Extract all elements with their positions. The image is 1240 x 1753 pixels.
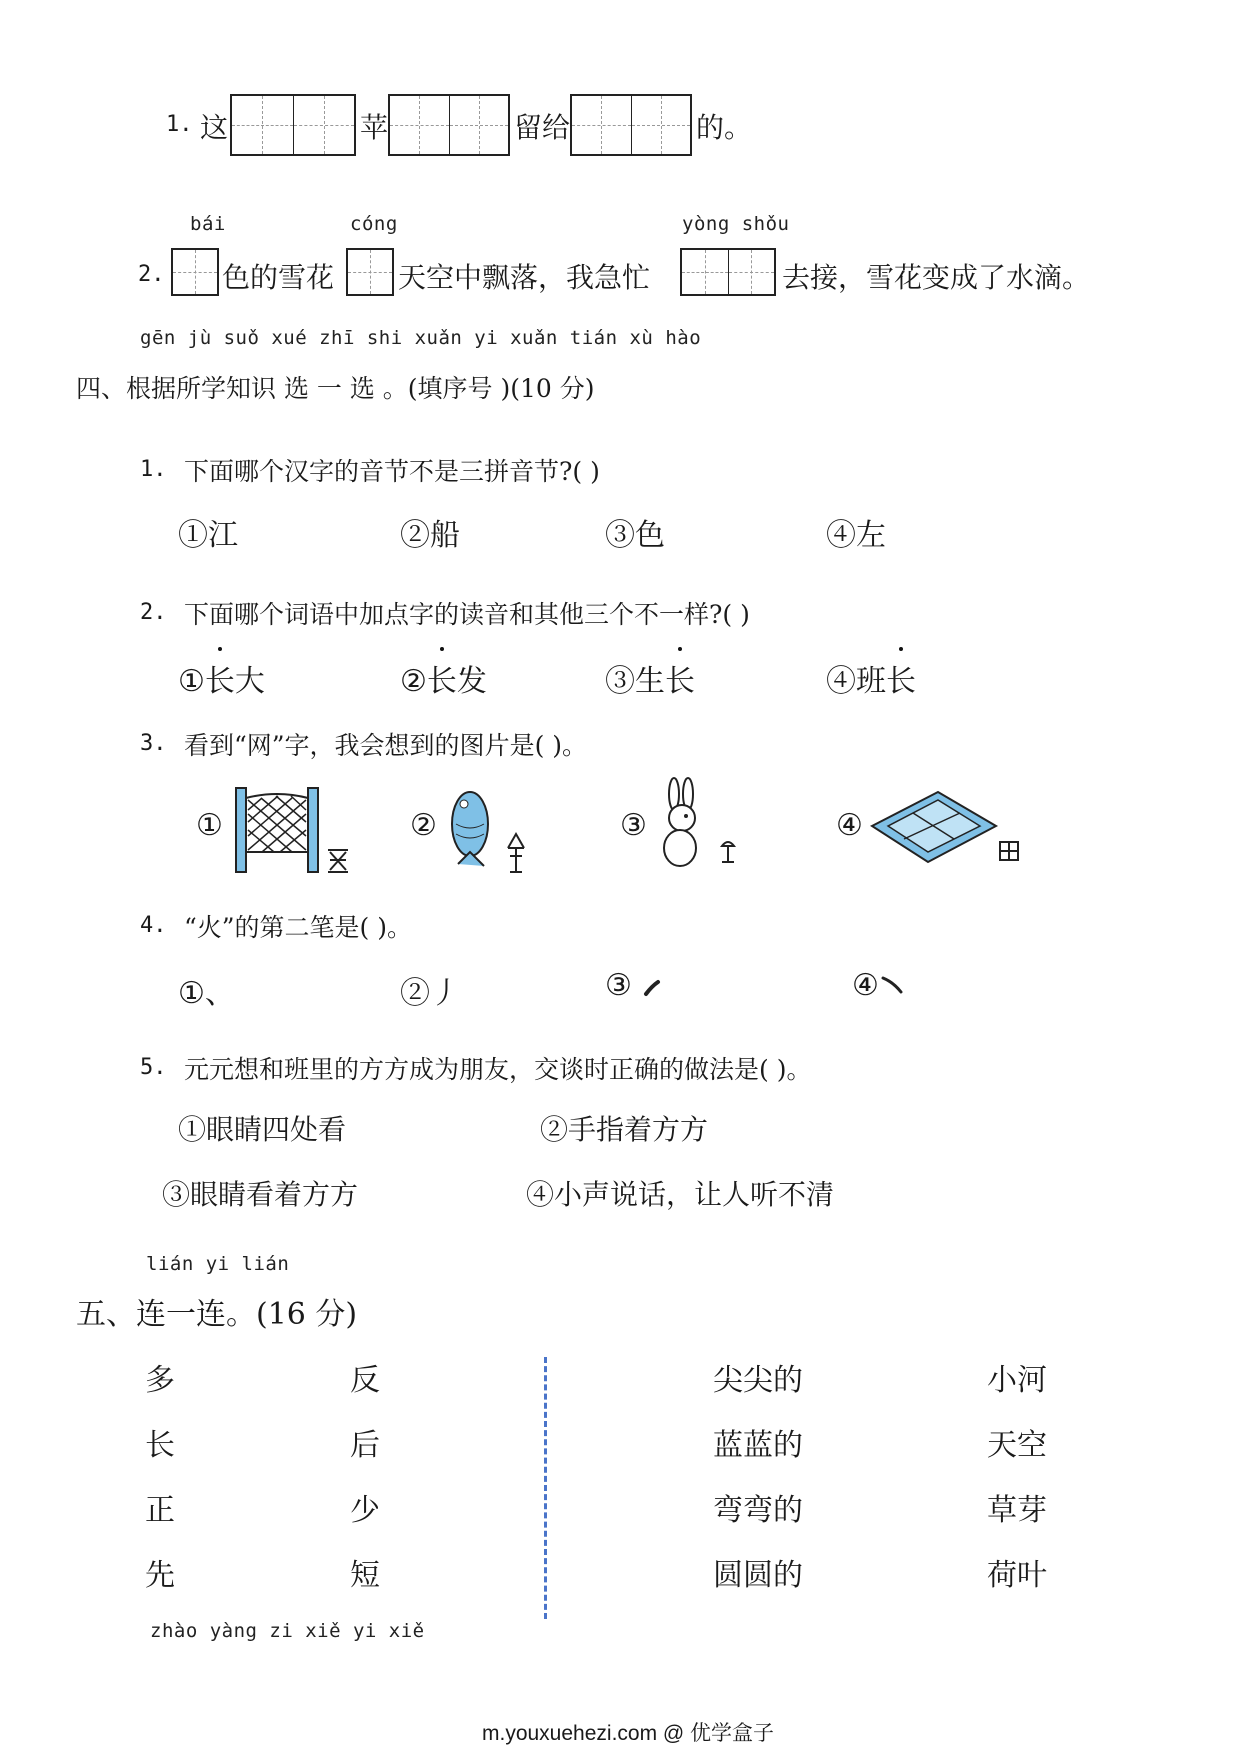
s4-q2-option-1[interactable]: ①长大 bbox=[178, 656, 265, 700]
pinyin-bai: bái bbox=[190, 213, 226, 235]
s4-q1-text: 下面哪个汉字的音节不是三拼音节?( ) bbox=[184, 457, 600, 486]
section4-title-pinyin: gēn jù suǒ xué zhī shi xuǎn yi xuǎn tián xù hào bbox=[140, 327, 702, 349]
q2-writing-box-bai[interactable] bbox=[171, 248, 219, 296]
s4-q5-option-3[interactable]: ③眼睛看着方方 bbox=[162, 1178, 359, 1211]
s4-q4-number: 4. bbox=[140, 913, 167, 938]
s4-q3-label-4: ④ bbox=[836, 808, 863, 843]
q2-text-part2: 天空中飘落，我急忙 bbox=[398, 261, 651, 294]
lunch-tray-picture[interactable] bbox=[868, 786, 1028, 870]
match-left-a-1[interactable]: 多 bbox=[145, 1363, 175, 1398]
s4-q3-number: 3. bbox=[140, 731, 167, 756]
s4-q3-label-2: ② bbox=[410, 808, 437, 843]
rabbit-picture[interactable] bbox=[652, 776, 752, 876]
emphasis-dot-char: 长 bbox=[427, 656, 457, 700]
emphasis-dot-char: 长 bbox=[886, 656, 916, 700]
match-right-b-4[interactable]: 荷叶 bbox=[987, 1558, 1047, 1593]
s4-q5-text: 元元想和班里的方方成为朋友，交谈时正确的做法是( )。 bbox=[184, 1055, 812, 1084]
s4-q1-number: 1. bbox=[140, 457, 167, 482]
match-right-a-1[interactable]: 尖尖的 bbox=[713, 1363, 803, 1398]
match-left-b-3[interactable]: 少 bbox=[350, 1493, 380, 1528]
emphasis-dot-char: 长 bbox=[665, 656, 695, 700]
stroke-na-icon bbox=[879, 972, 915, 1002]
match-left-a-2[interactable]: 长 bbox=[145, 1428, 175, 1463]
match-left-b-4[interactable]: 短 bbox=[350, 1558, 380, 1593]
section5-divider bbox=[544, 1357, 547, 1619]
fish-picture[interactable] bbox=[440, 776, 540, 876]
stroke-dian-short-icon bbox=[632, 972, 668, 1002]
pinyin-yongshou: yòng shǒu bbox=[682, 213, 790, 235]
q2-number: 2. bbox=[138, 262, 165, 287]
s4-q3-label-1: ① bbox=[196, 808, 223, 843]
s4-q3-label-3: ③ bbox=[620, 808, 647, 843]
q1-writing-grid-1[interactable] bbox=[230, 94, 356, 156]
s4-q4-text: “火”的第二笔是( )。 bbox=[184, 913, 413, 942]
q2-text-part1: 色的雪花 bbox=[222, 261, 335, 294]
q1-number: 1. bbox=[166, 112, 193, 137]
fishing-net-picture[interactable] bbox=[226, 780, 356, 876]
section5-title: 五、连一连。(16 分) bbox=[76, 1297, 358, 1332]
s4-q2-option-2[interactable]: ②长发 bbox=[400, 656, 487, 700]
s4-q4-option-1[interactable]: ①、 bbox=[178, 976, 235, 1011]
match-right-a-3[interactable]: 弯弯的 bbox=[713, 1493, 803, 1528]
section4-title: 四、根据所学知识 选 一 选 。(填序号 )(10 分) bbox=[76, 374, 595, 403]
match-left-b-2[interactable]: 后 bbox=[350, 1428, 380, 1463]
q1-text-part4: 的。 bbox=[696, 111, 753, 144]
q2-writing-grid-yongshou[interactable] bbox=[680, 248, 776, 296]
s4-q2-text: 下面哪个词语中加点字的读音和其他三个不一样?( ) bbox=[184, 600, 750, 629]
s4-q1-option-1[interactable]: ①江 bbox=[178, 518, 238, 553]
section6-title-pinyin: zhào yàng zi xiě yi xiě bbox=[150, 1620, 425, 1642]
s4-q5-option-4[interactable]: ④小声说话，让人听不清 bbox=[526, 1178, 835, 1211]
q1-writing-grid-2[interactable] bbox=[388, 94, 510, 156]
s4-q4-option-4[interactable] bbox=[852, 968, 915, 1003]
s4-q2-number: 2. bbox=[140, 600, 167, 625]
s4-q1-option-2[interactable]: ②船 bbox=[400, 518, 460, 553]
s4-q5-number: 5. bbox=[140, 1055, 167, 1080]
pinyin-cong: cóng bbox=[350, 213, 398, 235]
s4-q4-option-3[interactable] bbox=[605, 968, 668, 1003]
s4-q2-option-3[interactable]: ③生长 bbox=[605, 656, 695, 700]
emphasis-dot-char: 长 bbox=[205, 656, 235, 700]
match-right-b-1[interactable]: 小河 bbox=[987, 1363, 1047, 1398]
match-right-b-2[interactable]: 天空 bbox=[987, 1428, 1047, 1463]
match-right-a-4[interactable]: 圆圆的 bbox=[713, 1558, 803, 1593]
option-3-label: ③ bbox=[605, 968, 632, 1003]
s4-q1-option-4[interactable]: ④左 bbox=[826, 518, 886, 553]
match-right-b-3[interactable]: 草芽 bbox=[987, 1493, 1047, 1528]
s4-q5-option-1[interactable]: ①眼睛四处看 bbox=[178, 1113, 347, 1146]
match-left-b-1[interactable]: 反 bbox=[350, 1363, 380, 1398]
match-left-a-4[interactable]: 先 bbox=[145, 1558, 175, 1593]
q1-text-part3: 留给 bbox=[514, 111, 571, 144]
s4-q3-text: 看到“网”字，我会想到的图片是( )。 bbox=[184, 731, 588, 760]
match-left-a-3[interactable]: 正 bbox=[145, 1493, 175, 1528]
q1-writing-grid-3[interactable] bbox=[570, 94, 692, 156]
footer-watermark: m.youxuehezi.com @ 优学盒子 bbox=[482, 1722, 775, 1745]
q1-text-part1: 这 bbox=[200, 111, 229, 144]
s4-q2-option-4[interactable]: ④班长 bbox=[826, 656, 916, 700]
q1-text-part2: 苹 bbox=[360, 111, 389, 144]
s4-q5-option-2[interactable]: ②手指着方方 bbox=[540, 1113, 709, 1146]
match-right-a-2[interactable]: 蓝蓝的 bbox=[713, 1428, 803, 1463]
option-4-label: ④ bbox=[852, 968, 879, 1003]
s4-q1-option-3[interactable]: ③色 bbox=[605, 518, 665, 553]
s4-q4-option-2[interactable]: ②丿 bbox=[400, 976, 460, 1011]
q2-text-part3: 去接，雪花变成了水滴。 bbox=[782, 261, 1091, 294]
section5-title-pinyin: lián yi lián bbox=[146, 1253, 290, 1275]
q2-writing-box-cong[interactable] bbox=[346, 248, 394, 296]
